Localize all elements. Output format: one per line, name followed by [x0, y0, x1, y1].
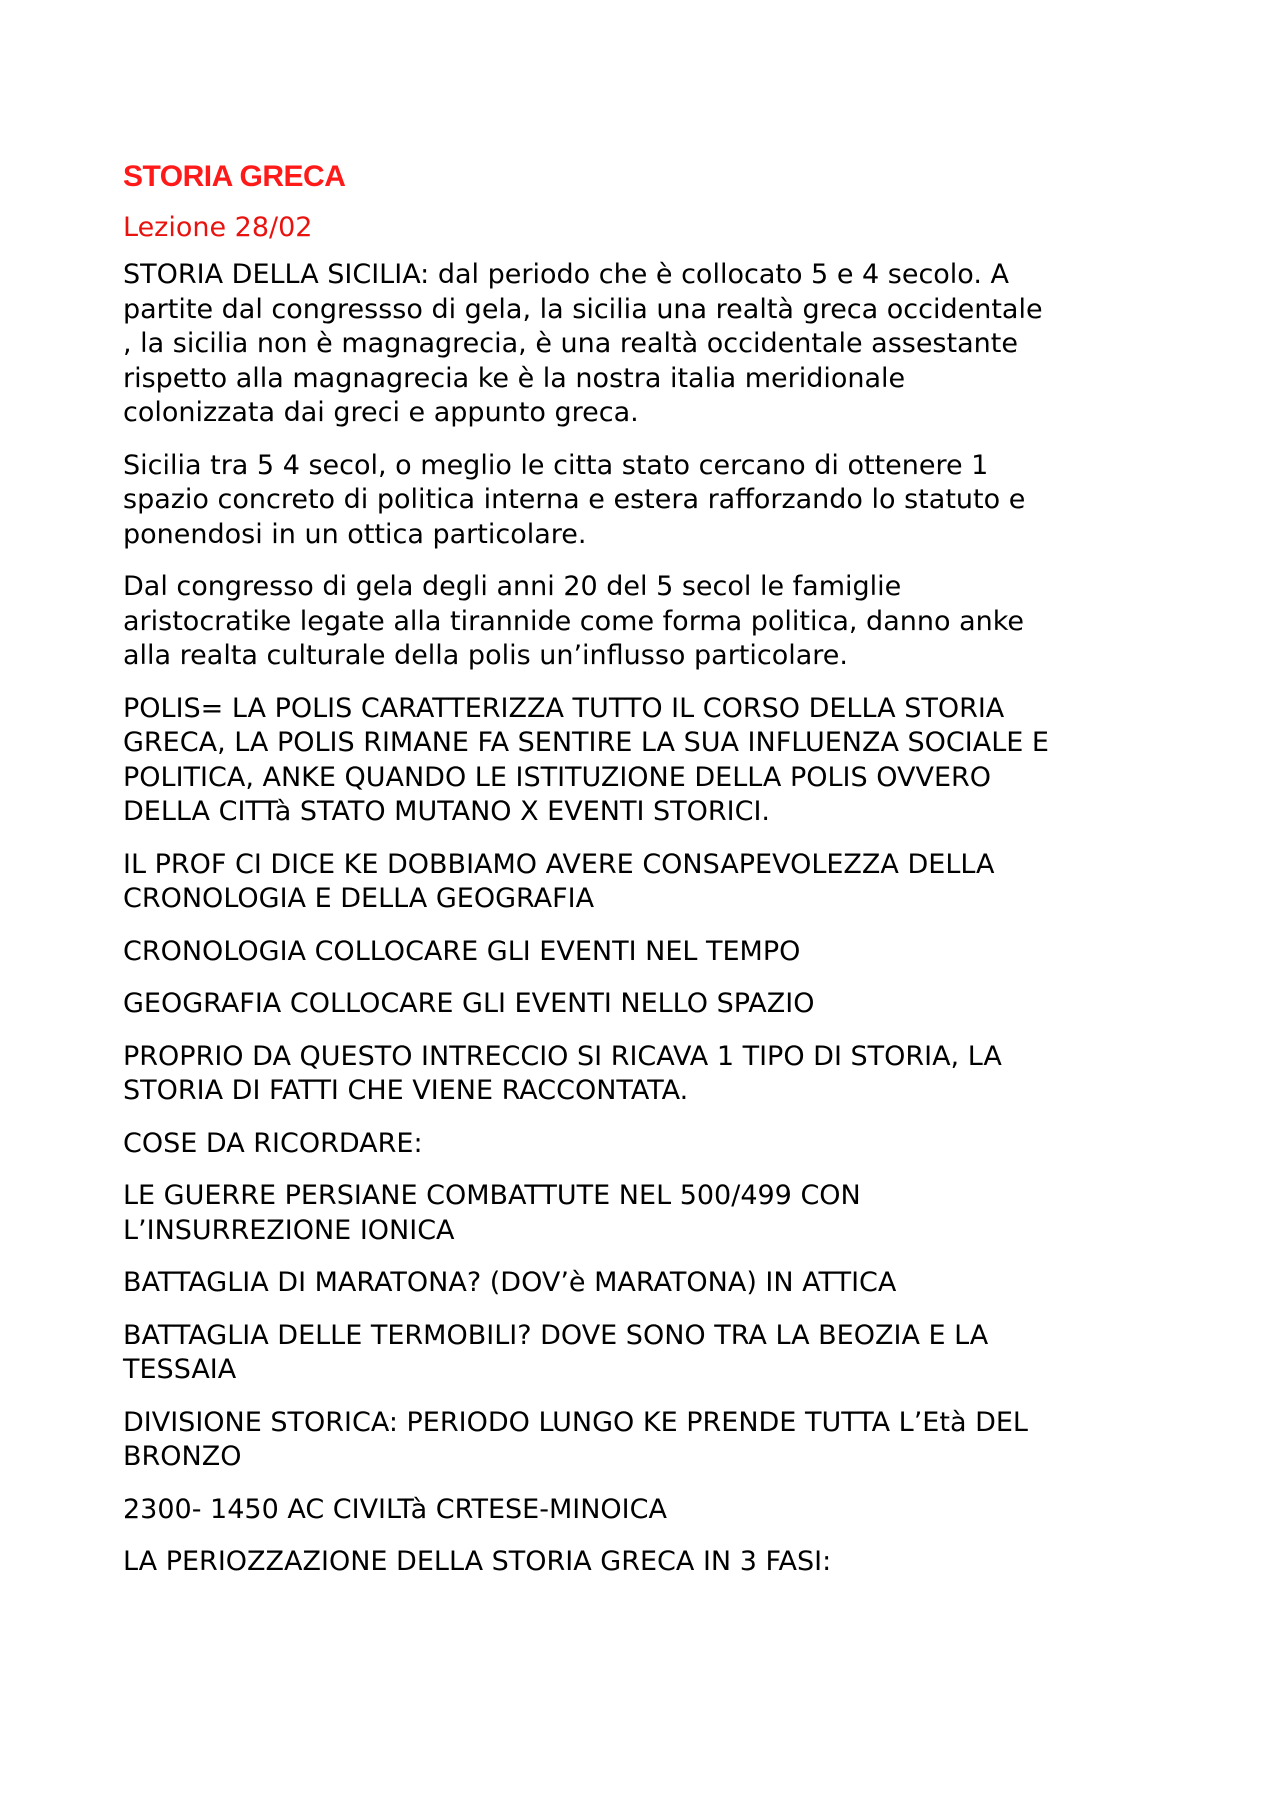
document-body: [123, 158, 1183, 1598]
paragraph-sicilia-history: STORIA DELLA SICILIA: dal periodo che è collocato 5 e 4 secolo. A partite dal congressso di gela, la sicilia una realtà greca occidentale , la sicilia non è magnagrecia, è una realtà occidentale assestante rispetto alla magnagrecia ke è la nostra italia meridionale colonizzata dai greci e appunto greca.: [123, 259, 1043, 428]
paragraph-termopili: BATTAGLIA DELLE TERMOBILI? DOVE SONO TRA LA BEOZIA E LA TESSAIA: [123, 1319, 989, 1385]
paragraph-periodizzazione: LA PERIOZZAZIONE DELLA STORIA GRECA IN 3 FASI:: [123, 1546, 832, 1577]
paragraph-intreccio: PROPRIO DA QUESTO INTRECCIO SI RICAVA 1 TIPO DI STORIA, LA STORIA DI FATTI CHE VIENE RACCONTATA.: [123, 1040, 1002, 1106]
lesson-subtitle: Lezione 28/02: [123, 212, 313, 243]
paragraph-congress-gela: Dal congresso di gela degli anni 20 del 5 secol le famiglie aristocratike legate alla tirannide come forma politica, danno anke alla realta culturale della polis un’influsso particolare.: [123, 571, 1025, 671]
document-title: STORIA GRECA: [123, 160, 346, 193]
paragraph-polis: POLIS= LA POLIS CARATTERIZZA TUTTO IL CORSO DELLA STORIA GRECA, LA POLIS RIMANE FA SENTIRE LA SUA INFLUENZA SOCIALE E POLITICA, ANKE QUANDO LE ISTITUZIONE DELLA POLIS OVVERO DELLA CITTà STATO MUTANO X EVENTI STORICI.: [123, 692, 1049, 827]
paragraph-cose-da-ricordare: COSE DA RICORDARE:: [123, 1127, 423, 1159]
paragraph-guerre-persiane: LE GUERRE PERSIANE COMBATTUTE NEL 500/499 CON L’INSURREZIONE IONICA: [123, 1180, 861, 1246]
paragraph-geografia: GEOGRAFIA COLLOCARE GLI EVENTI NELLO SPAZIO: [123, 988, 815, 1019]
paragraph-professor-note: IL PROF CI DICE KE DOBBIAMO AVERE CONSAPEVOLEZZA DELLA CRONOLOGIA E DELLA GEOGRAFIA: [123, 848, 995, 914]
paragraph-maratona: BATTAGLIA DI MARATONA? (DOV’è MARATONA) IN ATTICA: [123, 1267, 897, 1298]
paragraph-divisione-storica: DIVISIONE STORICA: PERIODO LUNGO KE PRENDE TUTTA L’Età DEL BRONZO: [123, 1406, 1028, 1472]
paragraph-civilta-minoica: 2300- 1450 AC CIVILTà CRTESE-MINOICA: [123, 1493, 667, 1525]
paragraph-sicilia-centuries: Sicilia tra 5 4 secol, o meglio le citta stato cercano di ottenere 1 spazio concreto di politica interna e estera rafforzando lo statuto e ponendosi in un ottica particolare.: [123, 449, 1026, 550]
paragraph-cronologia: CRONOLOGIA COLLOCARE GLI EVENTI NEL TEMPO: [123, 935, 801, 967]
